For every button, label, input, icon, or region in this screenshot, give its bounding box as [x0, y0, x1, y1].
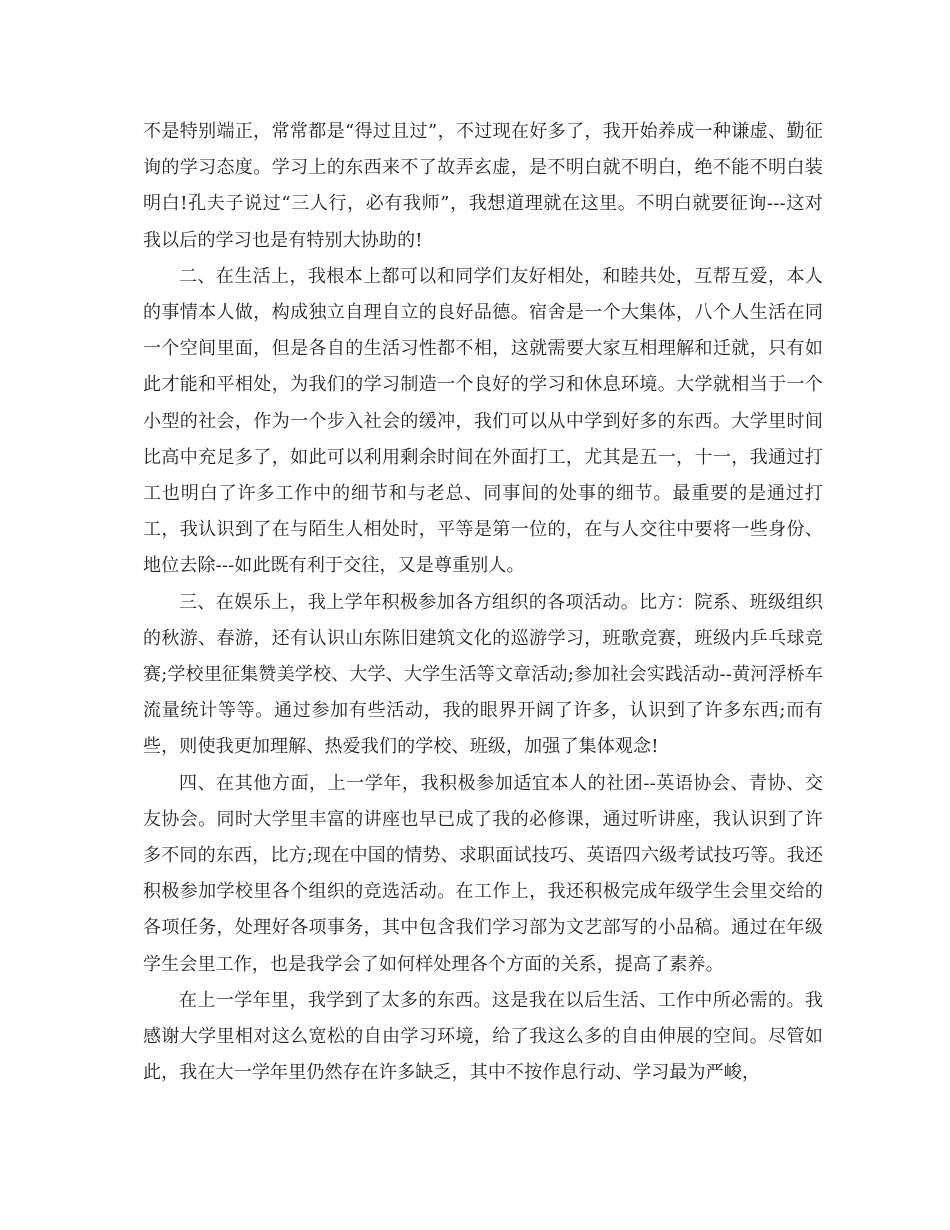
paragraph-entertainment: 三、在娱乐上，我上学年积极参加各方组织的各项活动。比方：院系、班级组织的秋游、春游，还有认识山东陈旧建筑文化的巡游学习，班歌竞赛，班级内乒乓球竞赛;学校里征集赞美学校、大学、大学生活等文章活动;参加社会实践活动--黄河浮桥车流量统计等等。通过参加有些活动，我的眼界开阔了许多，认识到了许多东西;而有些，则使我更加理解、热爱我们的学校、班级，加强了集体观念! [143, 591, 823, 758]
paragraph-life: 二、在生活上，我根本上都可以和同学们友好相处，和睦共处，互帮互爱，本人的事情本人做，构成独立自理自立的良好品德。宿舍是一个大集体，八个人生活在同一个空间里面，但是各自的生活习性都不相，这就需要大家互相理解和迁就，只有如此才能和平相处，为我们的学习制造一个良好的学习和休息环境。大学就相当于一个小型的社会，作为一个步入社会的缓冲，我们可以从中学到好多的东西。大学里时间比高中充足多了，如此可以利用剩余时间在外面打工，尤其是五一，十一，我通过打工也明白了许多工作中的细节和与老总、同事间的处事的细节。最重要的是通过打工，我认识到了在与陌生人相处时，平等是第一位的，在与人交往中要将一些身份、地位去除---如此既有利于交往，又是尊重别人。 [143, 265, 823, 577]
document-body [143, 114, 823, 1091]
paragraph-other-aspects: 四、在其他方面，上一学年，我积极参加适宜本人的社团--英语协会、青协、交友协会。同时大学里丰富的讲座也早已成了我的必修课，通过听讲座，我认识到了许多不同的东西，比方;现在中国的情势、求职面试技巧、英语四六级考试技巧等。我还积极参加学校里各个组织的竞选活动。在工作上，我还积极完成年级学生会里交给的各项任务，处理好各项事务，其中包含我们学习部为文艺部写的小品稿。通过在年级学生会里工作，也是我学会了如何样处理各个方面的关系，提高了素养。 [143, 772, 823, 975]
paragraph-summary: 在上一学年里，我学到了太多的东西。这是我在以后生活、工作中所必需的。我感谢大学里相对这么宽松的自由学习环境，给了我这么多的自由伸展的空间。尽管如此，我在大一学年里仍然存在许多缺乏，其中不按作息行动、学习最为严峻， [143, 989, 823, 1084]
paragraph-continuation: 不是特别端正，常常都是“得过且过”，不过现在好多了，我开始养成一种谦虚、勤征询的学习态度。学习上的东西来不了故弄玄虚，是不明白就不明白，绝不能不明白装明白!孔夫子说过“三人行，必有我师”，我想道理就在这里。不明白就要征询---这对我以后的学习也是有特别大协助的! [143, 121, 823, 251]
